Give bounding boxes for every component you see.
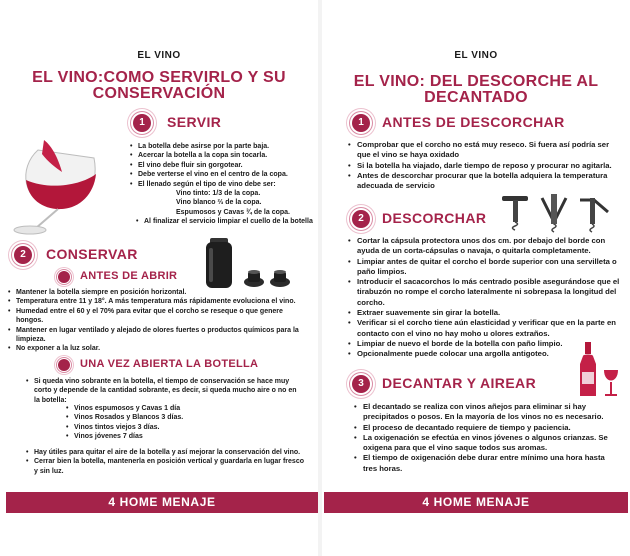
list-item: • Acercar la botella a la copa sin tocarla. [130, 151, 310, 160]
list-item: • Al finalizar el servicio limpiar el cuello de la botella [136, 217, 316, 226]
antes-abrir-list [8, 288, 300, 354]
heading-abierta: UNA VEZ ABIERTA LA BOTELLA [80, 358, 259, 370]
heading-conservar: CONSERVAR [46, 246, 138, 262]
list-item: • La botella debe asirse por la parte baja. [130, 142, 310, 151]
title-line-1: EL VINO:COMO SERVIRLO Y SU [32, 69, 286, 86]
durations-list [66, 404, 266, 442]
list-item: • Cerrar bien la botella, mantenerla en posición vertical y guardarla en lugar fresco y sin luz. [26, 457, 304, 476]
list-item: • El decantado se realiza con vinos añejos para eliminar si hay precipitados o posos. En la mayoría de los vinos no es necesario. [354, 402, 620, 423]
list-item: • Vinos tintos viejos 3 días. [66, 423, 266, 432]
list-item: Vino blanco ⅔ de la copa. [176, 199, 262, 207]
list-item: • Vinos Rosados y Blancos 3 días. [66, 413, 266, 422]
right-page [322, 0, 630, 556]
bullet-badge [58, 271, 70, 283]
list-item: • Comprobar que el corcho no está muy reseco. Si fuera así podría ser que el vino se haya oxidado [348, 140, 620, 161]
heading-decantar: DECANTAR Y AIREAR [382, 375, 537, 391]
list-item: • Extraer suavemente sin girar la botella. [348, 308, 620, 318]
list-item: Espumosos y Cavas ¾ de la copa. [176, 208, 290, 216]
list-item: • Verificar si el corcho tiene aún elasticidad y verificar que en la parte en contacto con el vino no hay moho u olores extraños. [348, 318, 620, 339]
tips-list [26, 448, 304, 476]
list-item: • Mantener en lugar ventilado y alejado de olores fuertes o productos químicos para la limpieza. [8, 326, 300, 345]
section-label: EL VINO [454, 50, 498, 61]
heading-antes-de-abrir: ANTES DE ABRIR [80, 270, 178, 282]
step-badge-2: 2 [14, 246, 32, 264]
bullet-badge [58, 359, 70, 371]
list-item: • No exponer a la luz solar. [8, 344, 300, 353]
page-title [322, 74, 630, 106]
list-item: • Mantener la botella siempre en posición horizontal. [8, 288, 300, 297]
wine-stopper-pump-icon [196, 234, 296, 292]
footer-brand: 4 HOME MENAJE [324, 492, 628, 513]
list-item: • Temperatura entre 11 y 18°. A más temperatura más rápidamente evoluciona el vino. [8, 297, 300, 306]
heading-antes-descorchar: ANTES DE DESCORCHAR [382, 114, 565, 130]
list-item: • Hay útiles para quitar el aire de la botella y así mejorar la conservación del vino. [26, 448, 304, 457]
decantar-list [354, 402, 620, 474]
list-item: • La oxigenación se efectúa en vinos jóvenes o algunos crianzas. Se oxigena para que el vino saque todos sus aromas. [354, 433, 620, 454]
list-item: • Antes de descorchar procurar que la botella adquiera la temperatura adecuada de servicio [348, 171, 620, 192]
title-line-1: EL VINO: DEL DESCORCHE AL [353, 73, 599, 90]
abierta-intro [26, 377, 304, 405]
list-item: • El tiempo de oxigenación debe durar entre mínimo una hora hasta tres horas. [354, 453, 620, 474]
list-item: • Vinos jóvenes 7 días [66, 432, 266, 441]
antes-descorchar-list [348, 140, 620, 191]
step-badge-1: 1 [352, 114, 370, 132]
list-item: • Cortar la cápsula protectora unos dos cm. por debajo del borde con ayuda de un corta-cápsulas o navaja, o quitarla completamente. [348, 236, 620, 257]
list-item: • Humedad entre el 60 y el 70% para evitar que el corcho se reseque o que genere hongos. [8, 307, 300, 326]
heading-servir: SERVIR [167, 114, 222, 130]
list-item: • Limpiar antes de quitar el corcho el borde superior con una servilleta o paño limpios. [348, 257, 620, 278]
step-badge-1: 1 [133, 114, 151, 132]
footer-brand: 4 HOME MENAJE [6, 492, 318, 513]
heading-descorchar: DESCORCHAR [382, 210, 487, 226]
list-item: • El llenado según el tipo de vino debe ser: [130, 180, 310, 189]
wine-glass-icon [8, 128, 118, 238]
servir-list [130, 142, 310, 189]
list-item: • El proceso de decantado requiere de tiempo y paciencia. [354, 423, 620, 433]
page-title [0, 70, 318, 102]
list-item: • Introducir el sacacorchos lo más centrado posible asegurándose que el tirabuzón no rompe el corcho lateralmente ni sobrepasa la longitud del corcho. [348, 277, 620, 308]
corkscrew-icon [498, 192, 618, 234]
list-item: • Vinos espumosos y Cavas 1 día [66, 404, 266, 413]
title-line-2: DECANTADO [424, 89, 528, 106]
wine-bottle-icon [576, 342, 626, 398]
list-item: Vino tinto: 1/3 de la copa. [176, 190, 261, 197]
list-item: • Si queda vino sobrante en la botella, el tiempo de conservación se hace muy corto y depende de la cantidad sobrante, es decir, si queda mucho aire o no en la botella: [26, 377, 304, 405]
servir-final-list [136, 217, 316, 226]
list-item: • Limpiar de nuevo el borde de la botella con paño limpio. [348, 339, 620, 349]
list-item: • El vino debe fluir sin gorgotear. [130, 161, 310, 170]
list-item: • Debe verterse el vino en el centro de la copa. [130, 170, 310, 179]
list-item: • Si la botella ha viajado, darle tiempo de reposo y procurar no agitarla. [348, 161, 620, 171]
step-badge-2: 2 [352, 210, 370, 228]
fill-level-list [168, 189, 308, 217]
step-badge-3: 3 [352, 375, 370, 393]
list-item: • Opcionalmente puede colocar una argolla antigoteo. [348, 349, 620, 359]
section-label: EL VINO [137, 50, 181, 61]
title-line-2: CONSERVACIÓN [92, 85, 226, 102]
